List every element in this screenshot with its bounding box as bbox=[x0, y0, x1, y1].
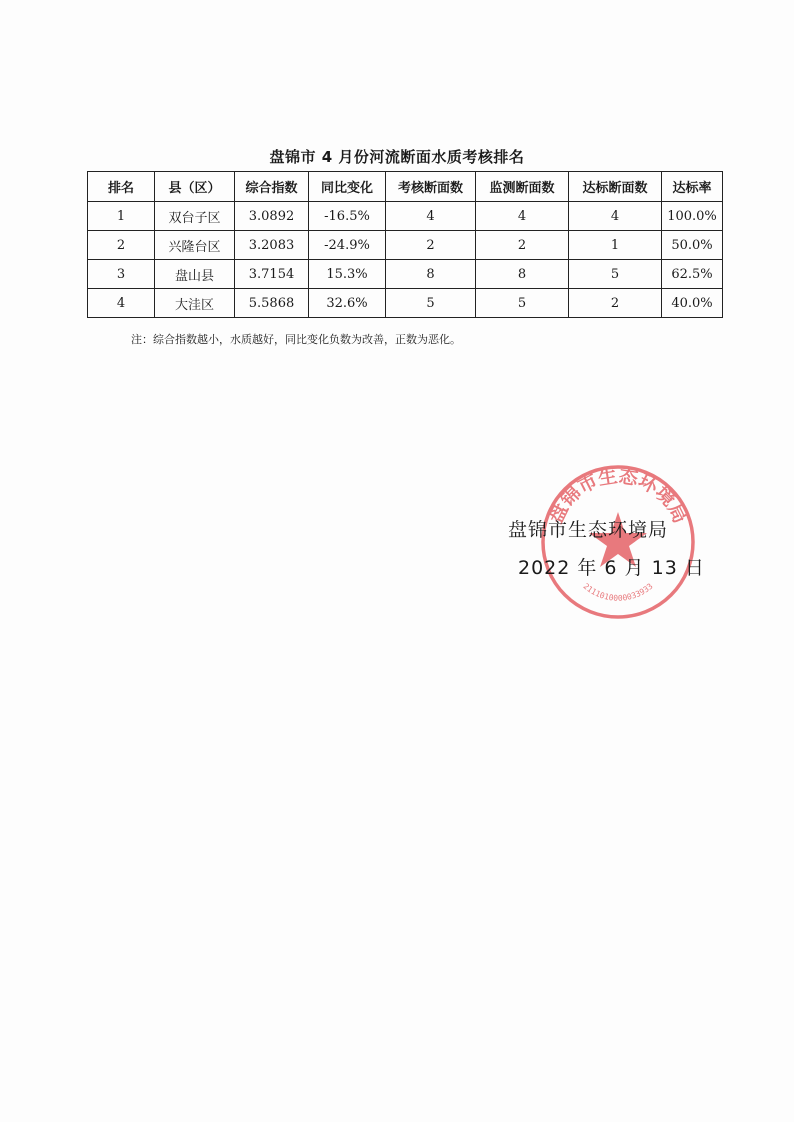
cell-index: 5.5868 bbox=[235, 289, 309, 318]
header-monitored-sections: 监测断面数 bbox=[476, 172, 569, 202]
cell-assessed: 8 bbox=[386, 260, 476, 289]
cell-compliant: 5 bbox=[569, 260, 662, 289]
cell-rank: 1 bbox=[88, 202, 155, 231]
cell-monitored: 4 bbox=[476, 202, 569, 231]
cell-monitored: 8 bbox=[476, 260, 569, 289]
cell-rate: 62.5% bbox=[662, 260, 723, 289]
cell-index: 3.0892 bbox=[235, 202, 309, 231]
cell-assessed: 2 bbox=[386, 231, 476, 260]
cell-monitored: 2 bbox=[476, 231, 569, 260]
cell-assessed: 5 bbox=[386, 289, 476, 318]
cell-rank: 4 bbox=[88, 289, 155, 318]
table-row bbox=[88, 260, 723, 289]
cell-monitored: 5 bbox=[476, 289, 569, 318]
cell-county: 大洼区 bbox=[155, 289, 235, 318]
header-assessed-sections: 考核断面数 bbox=[386, 172, 476, 202]
cell-rate: 50.0% bbox=[662, 231, 723, 260]
ranking-table bbox=[87, 171, 723, 318]
cell-compliant: 4 bbox=[569, 202, 662, 231]
svg-text:2111010000033933: 2111010000033933 bbox=[581, 581, 655, 603]
table-header-row bbox=[88, 172, 723, 202]
cell-rate: 100.0% bbox=[662, 202, 723, 231]
cell-compliant: 2 bbox=[569, 289, 662, 318]
cell-county: 双台子区 bbox=[155, 202, 235, 231]
header-yoy-change: 同比变化 bbox=[309, 172, 386, 202]
cell-compliant: 1 bbox=[569, 231, 662, 260]
cell-index: 3.2083 bbox=[235, 231, 309, 260]
cell-index: 3.7154 bbox=[235, 260, 309, 289]
official-seal bbox=[538, 462, 698, 622]
table-footnote: 注：综合指数越小，水质越好，同比变化负数为改善，正数为恶化。 bbox=[131, 333, 461, 346]
cell-yoy-change: 15.3% bbox=[309, 260, 386, 289]
cell-county: 盘山县 bbox=[155, 260, 235, 289]
table-row bbox=[88, 231, 723, 260]
cell-yoy-change: -16.5% bbox=[309, 202, 386, 231]
header-compliance-rate: 达标率 bbox=[662, 172, 723, 202]
cell-assessed: 4 bbox=[386, 202, 476, 231]
svg-text:盘锦市生态环境局: 盘锦市生态环境局 bbox=[544, 465, 692, 527]
document-title: 盘锦市 4 月份河流断面水质考核排名 bbox=[269, 148, 525, 166]
cell-rank: 2 bbox=[88, 231, 155, 260]
table-row bbox=[88, 202, 723, 231]
cell-yoy-change: -24.9% bbox=[309, 231, 386, 260]
cell-county: 兴隆台区 bbox=[155, 231, 235, 260]
header-rank: 排名 bbox=[88, 172, 155, 202]
cell-rank: 3 bbox=[88, 260, 155, 289]
header-compliant-sections: 达标断面数 bbox=[569, 172, 662, 202]
header-county: 县（区） bbox=[155, 172, 235, 202]
issue-date: 2022 年 6 月 13 日 bbox=[518, 557, 705, 579]
header-index: 综合指数 bbox=[235, 172, 309, 202]
cell-rate: 40.0% bbox=[662, 289, 723, 318]
issuing-organization: 盘锦市生态环境局 bbox=[508, 519, 669, 541]
table-row bbox=[88, 289, 723, 318]
cell-yoy-change: 32.6% bbox=[309, 289, 386, 318]
